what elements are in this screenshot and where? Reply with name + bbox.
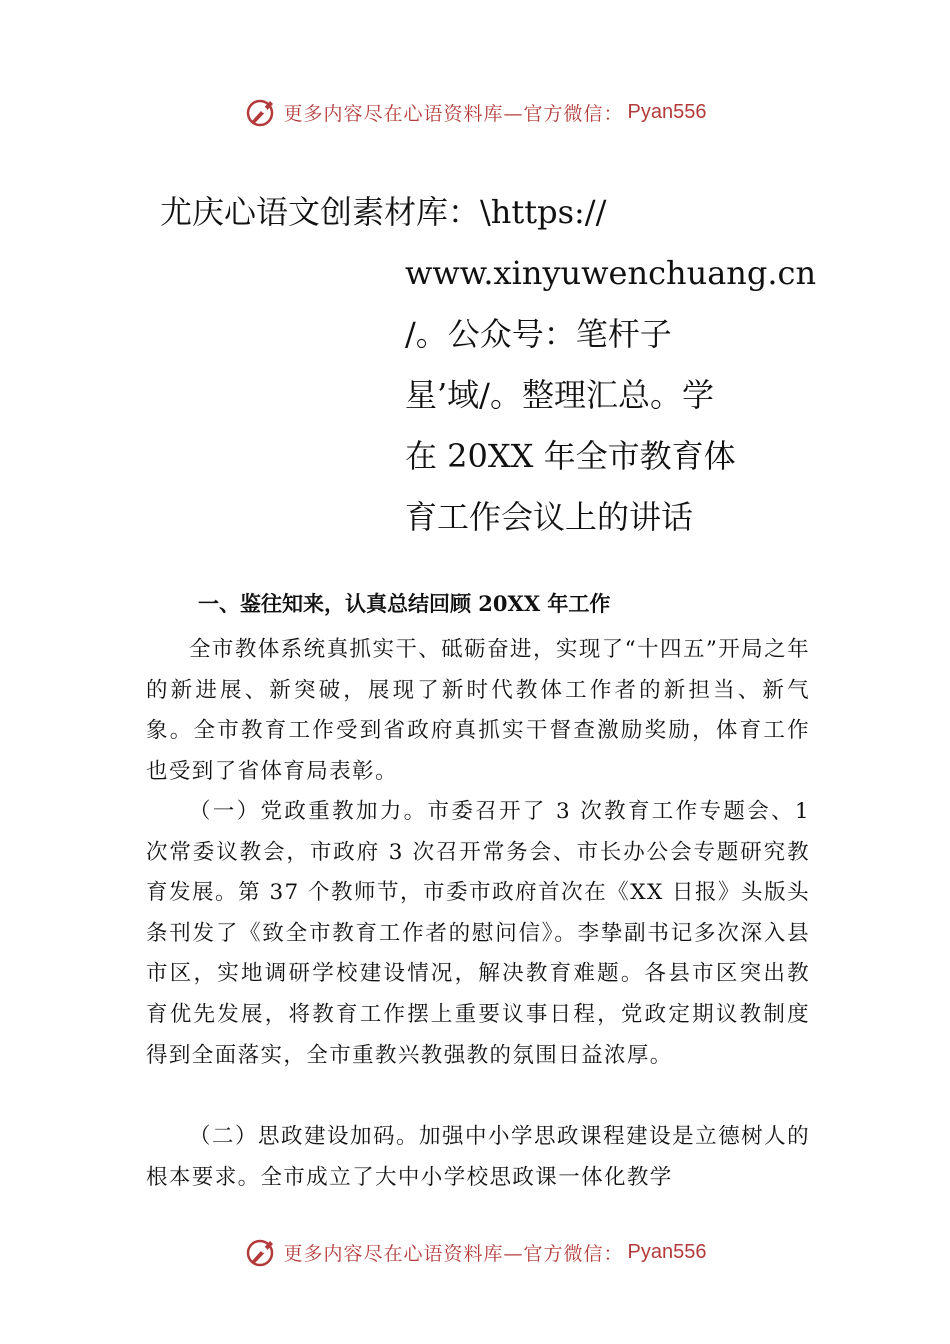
title-line: /。公众号：笔杆子 [405, 315, 672, 353]
title-line-1: 尤庆心语文创素材库：\https:// [160, 193, 607, 231]
paragraph-summary: 全市教体系统真抓实干、砥砺奋进，实现了“十四五”开局之年的新进展、新突破，展现了新时代教体工作者的新担当、新气象。全市教育工作受到省政府真抓实干督查激励奖励，体育工作也受到了省体育局表彰。 [146, 637, 810, 784]
title-continuation [405, 243, 816, 548]
footer-banner [0, 1232, 950, 1272]
paragraph-party-government: （一）党政重教加力。市委召开了 3 次教育工作专题会、1 次常委议教会，市政府 3 次召开常务会、市长办公会专题研究教育发展。第 37 个教师节，市委市政府首次在《XX 日报》头版头条刊发了《致全市教育工作者的慰问信》。李挚副书记多次深入县市区，实地调研学校建设情况，解决教育难题。各县市区突出教育优先发展，将教育工作摆上重要议事日程，党政定期议教制度得到全面落实，全市重教兴教强教的氛围日益浓厚。 [146, 799, 810, 1068]
title-line: 星’域/。整理汇总。学 [405, 376, 714, 414]
banner-wechat-id: Pyan556 [627, 1240, 707, 1263]
brush-logo-icon [244, 95, 278, 129]
banner-wechat-id: Pyan556 [627, 100, 707, 123]
banner-text: 更多内容尽在心语资料库—官方微信： [283, 1242, 624, 1265]
title-line: www.xinyuwenchuang.cn [405, 254, 817, 292]
paragraph-ideological: （二）思政建设加码。加强中小学思政课程建设是立德树人的根本要求。全市成立了大中小学校思政课一体化教学 [146, 1124, 810, 1190]
title-line: 育工作会议上的讲话 [405, 498, 694, 536]
header-banner [0, 92, 950, 132]
banner-text: 更多内容尽在心语资料库—官方微信： [283, 102, 624, 125]
section-heading: 一、鉴往知来，认真总结回顾 20XX 年工作 [198, 591, 611, 616]
title-line: 在 20XX 年全市教育体 [405, 437, 736, 475]
brush-logo-icon [244, 1235, 278, 1269]
